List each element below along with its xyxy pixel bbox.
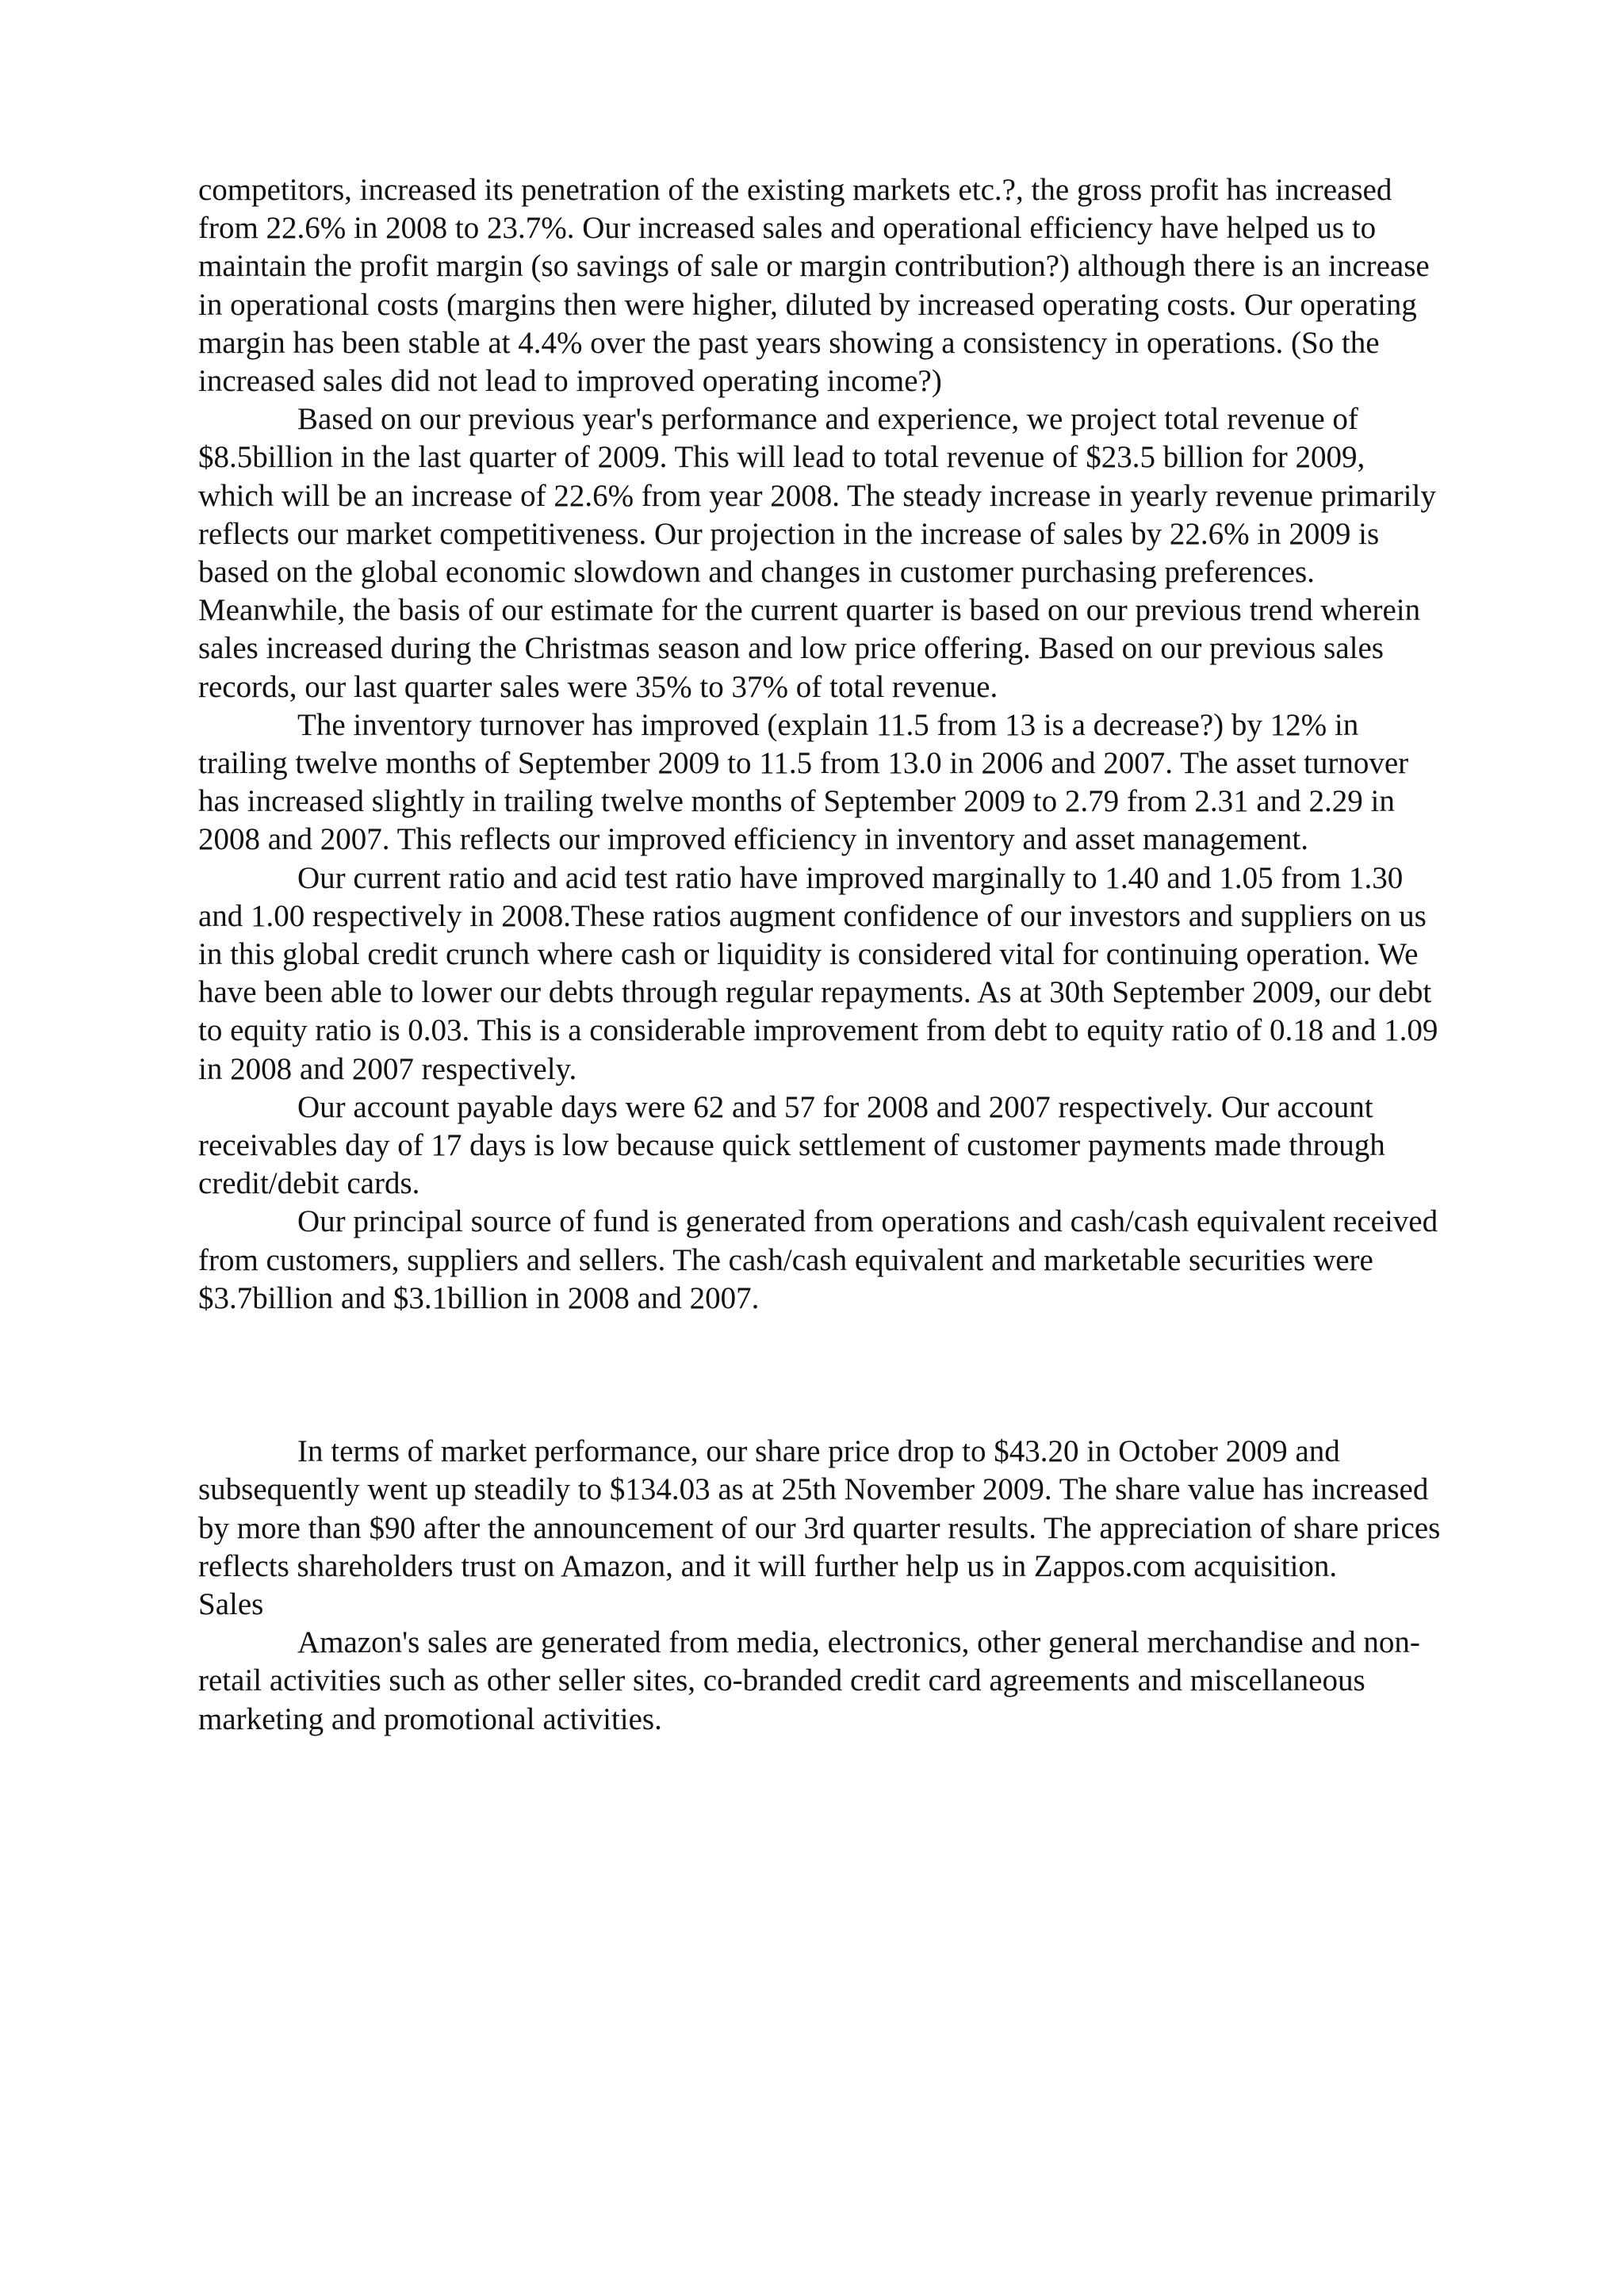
document-page <box>198 171 1443 1739</box>
section-spacer <box>198 1318 1443 1433</box>
sales-heading: Sales <box>198 1586 264 1621</box>
paragraph-inventory-turnover: The inventory turnover has improved (explain 11.5 from 13 is a decrease?) by 12% in trailing twelve months of September 2009 to 11.5 from 13.0 in 2006 and 2007. The asset turnover has increased slightly in trailing twelve months of September 2009 to 2.79 from 2.31 and 2.29 in 2008 and 2007. This reflects our improved efficiency in inventory and asset management. <box>198 707 1409 857</box>
paragraph-sales: Amazon's sales are generated from media, electronics, other general merchandise and non-retail activities such as other seller sites, co-branded credit card agreements and miscellaneous marketing and promotional activities. <box>198 1625 1420 1736</box>
paragraph-market-performance: In terms of market performance, our share price drop to $43.20 in October 2009 and subsequently went up steadily to $134.03 as at 25th November 2009. The share value has increased by more than $90 after the announcement of our 3rd quarter results. The appreciation of share prices reflects shareholders trust on Amazon, and it will further help us in Zappos.com acquisition. <box>198 1434 1441 1583</box>
paragraph-gross-profit: competitors, increased its penetration of the existing markets etc.?, the gross profit has increased from 22.6% in 2008 to 23.7%. Our increased sales and operational efficiency have helped us to maintain the profit margin (so savings of sale or margin contribution?) although there is an increase in operational costs (margins then were higher, diluted by increased operating costs. Our operating margin has been stable at 4.4% over the past years showing a consistency in operations. (So the increased sales did not lead to improved operating income?) <box>198 173 1430 399</box>
paragraph-source-of-fund: Our principal source of fund is generated from operations and cash/cash equivalent received from customers, suppliers and sellers. The cash/cash equivalent and marketable securities were $3.7billion and $3.1billion in 2008 and 2007. <box>198 1204 1438 1315</box>
paragraph-liquidity-ratios: Our current ratio and acid test ratio have improved marginally to 1.40 and 1.05 from 1.30 and 1.00 respectively in 2008.These ratios augment confidence of our investors and suppliers on us in this global credit crunch where cash or liquidity is considered vital for continuing operation. We have been able to lower our debts through regular repayments. As at 30th September 2009, our debt to equity ratio is 0.03. This is a considerable improvement from debt to equity ratio of 0.18 and 1.09 in 2008 and 2007 respectively. <box>198 860 1438 1086</box>
paragraph-revenue-projection: Based on our previous year's performance and experience, we project total revenue of $8.5billion in the last quarter of 2009. This will lead to total revenue of $23.5 billion for 2009, which will be an increase of 22.6% from year 2008. The steady increase in yearly revenue primarily reflects our market competitiveness. Our projection in the increase of sales by 22.6% in 2009 is based on the global economic slowdown and changes in customer purchasing preferences. Meanwhile, the basis of our estimate for the current quarter is based on our previous trend wherein sales increased during the Christmas season and low price offering. Based on our previous sales records, our last quarter sales were 35% to 37% of total revenue. <box>198 402 1436 704</box>
paragraph-payable-days: Our account payable days were 62 and 57 for 2008 and 2007 respectively. Our account receivables day of 17 days is low because quick settlement of customer payments made through credit/debit cards. <box>198 1089 1385 1201</box>
